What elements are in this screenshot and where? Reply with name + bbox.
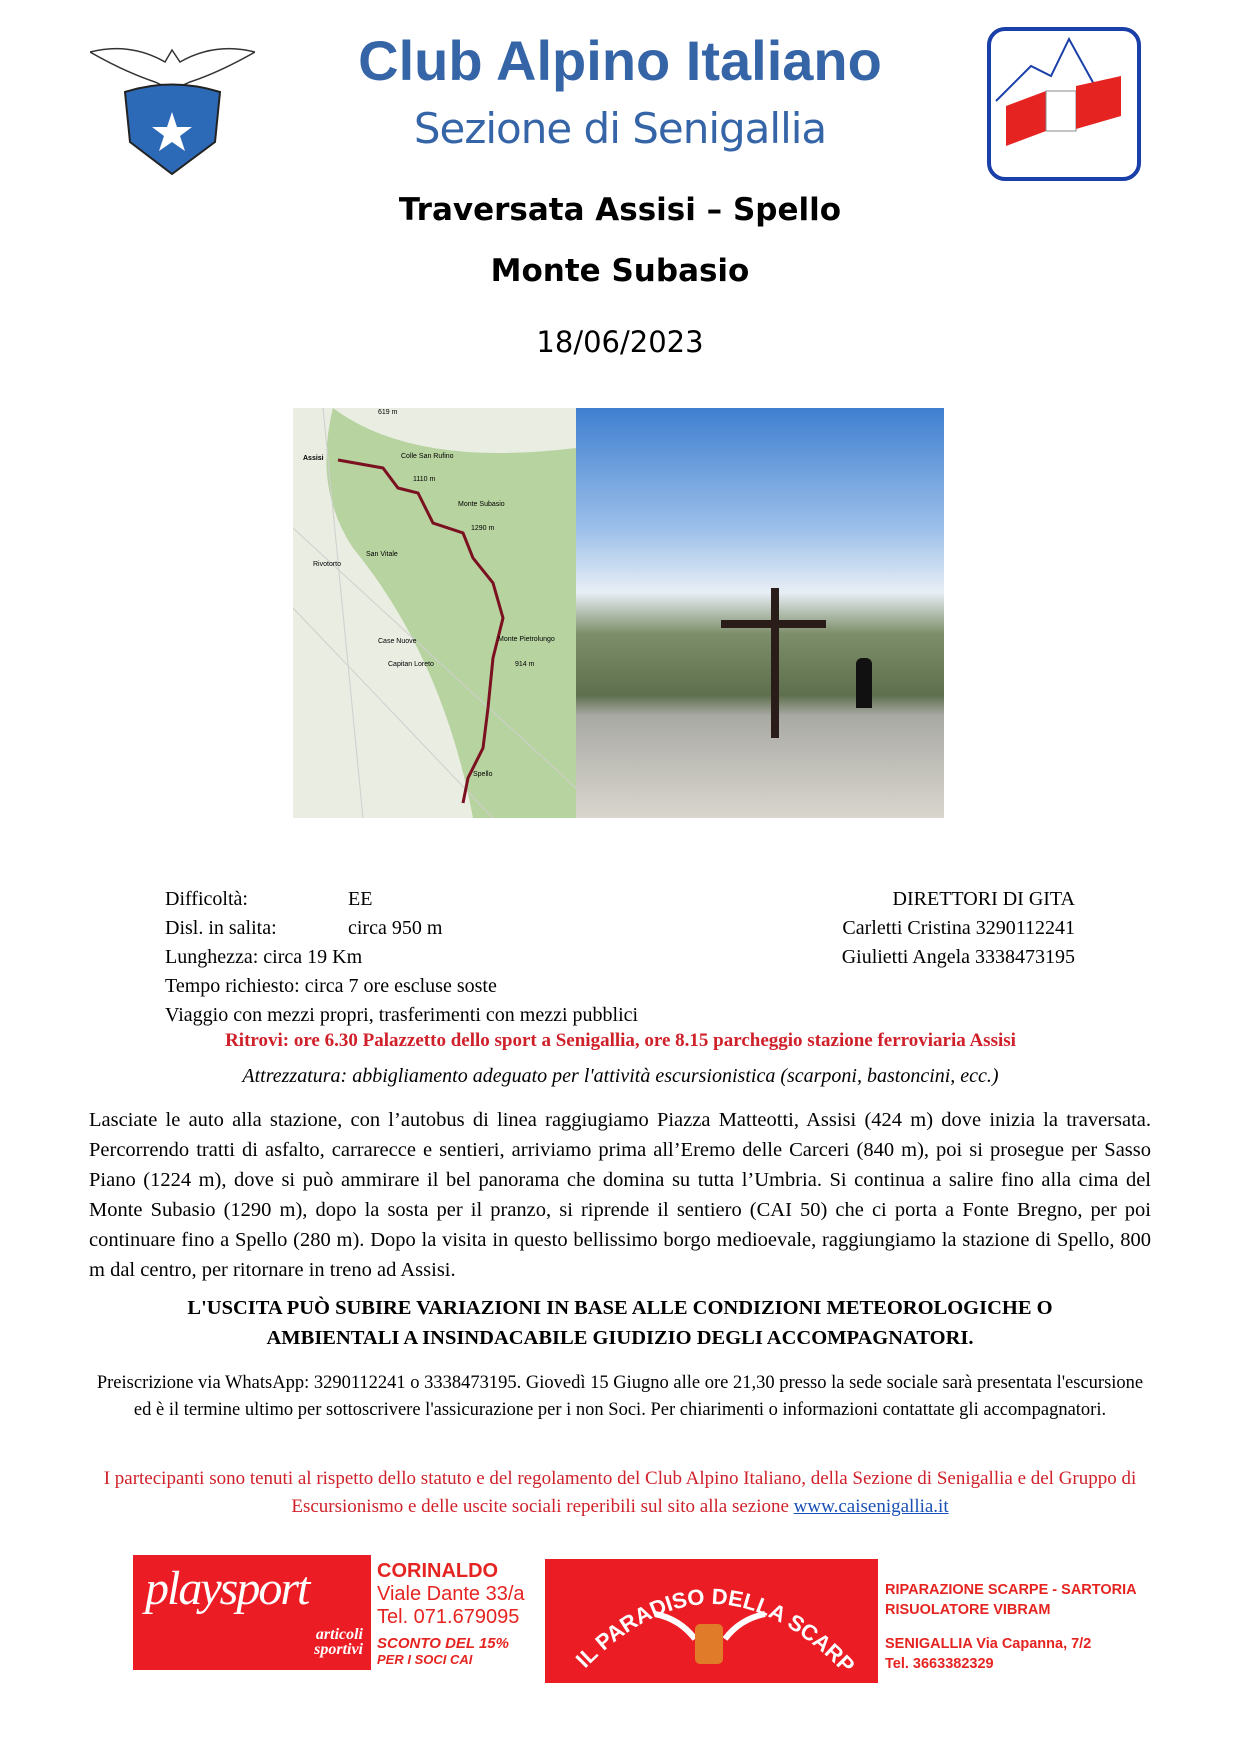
summit-cross-bar xyxy=(721,620,826,628)
playsport-brand: playsport xyxy=(145,1562,309,1615)
director: Carletti Cristina 3290112241 xyxy=(842,917,1075,939)
map-label: Assisi xyxy=(303,455,324,462)
playsport-phone: Tel. 071.679095 xyxy=(377,1606,520,1628)
playsport-logo xyxy=(133,1555,371,1670)
event-subtitle: Monte Subasio xyxy=(490,253,750,289)
map-label: 619 m xyxy=(378,409,398,416)
directors-heading: DIRETTORI DI GITA xyxy=(892,888,1075,910)
paradiso-phone: Tel. 3663382329 xyxy=(885,1656,994,1672)
boot-icon xyxy=(695,1624,723,1664)
description: Lasciate le auto alla stazione, con l’autobus di linea raggiugiamo Piazza Matteotti, Assisi (424 m) dove inizia la traversata. Percorrendo tratti di asfalto, carrarecce e sentieri, arriviamo prima all’Eremo delle Carceri (840 m), poi si prosegue per Sasso Piano (1224 m), dove si può ammirare il bel panorama che domina su tutta l’Umbria. Si continua a salire fino alla cima del Monte Subasio (1290 m), dopo la sosta per il pranzo, si riprende il sentiero (CAI 50) che ci porta a Fonte Bregno, per poi continuare fino a Spello (280 m). Dopo la visita in questo bellissimo borgo medioevale, raggiungiamo la stazione di Spello, 800 m dal centro, per ritornare in treno ad Assisi. xyxy=(89,1109,1151,1281)
paradiso-address: SENIGALLIA Via Capanna, 7/2 xyxy=(885,1636,1092,1652)
weather-warning: L'USCITA PUÒ SUBIRE VARIAZIONI IN BASE ALLE CONDIZIONI METEOROLOGICHE O AMBIENTALI A INSINDACABILE GIUDIZIO DEGLI ACCOMPAGNATORI. xyxy=(187,1297,1053,1349)
playsport-address: Viale Dante 33/a xyxy=(377,1583,525,1605)
hiker-figure xyxy=(856,658,872,708)
playsport-city: CORINALDO xyxy=(377,1560,499,1582)
cai-eagle-logo xyxy=(90,42,255,177)
detail-value: Viaggio con mezzi propri, trasferimenti con mezzi pubblici xyxy=(165,1004,639,1026)
map-label: Monte Pietrolungo xyxy=(498,636,555,643)
website-link[interactable]: www.caisenigallia.it xyxy=(793,1496,949,1517)
map-label: 914 m xyxy=(515,661,535,668)
playsport-discount-note: PER I SOCI CAI xyxy=(377,1652,473,1667)
route-map xyxy=(293,408,576,818)
map-label: Capitan Loreto xyxy=(388,661,434,668)
escursionismo-logo xyxy=(987,27,1141,181)
detail-label: Tempo richiesto: xyxy=(165,975,300,997)
playsport-tag: articoli sportivi xyxy=(314,1626,363,1658)
detail-value: circa 19 Km xyxy=(263,946,363,968)
director: Giulietti Angela 3338473195 xyxy=(841,946,1075,968)
map-label: Monte Subasio xyxy=(458,501,505,508)
equipment: Attrezzatura: abbigliamento adeguato per l'attività escursionistica (scarponi, bastoncini, ecc.) xyxy=(242,1065,999,1087)
playsport-info xyxy=(377,1560,525,1667)
detail-value: circa 7 ore escluse soste xyxy=(304,975,497,997)
map-label: Case Nuove xyxy=(378,638,417,645)
map-label: Rivotorto xyxy=(313,561,342,568)
event-title: Traversata Assisi – Spello xyxy=(398,192,842,228)
paradiso-logo xyxy=(545,1559,878,1683)
map-label: Colle San Rufino xyxy=(401,453,454,460)
paradiso-brand: IL PARADISO DELLA SCARP xyxy=(570,1583,859,1677)
pre-registration: Preiscrizione via WhatsApp: 3290112241 o 3338473195. Giovedì 15 Giugno alle ore 21,30 presso la sede sociale sarà presentata l'escursione ed è il termine ultimo per sottoscrivere l'assicurazione per i non Soci. Per chiarimenti o informazioni contattate gli accompagnatori. xyxy=(96,1373,1144,1420)
paradiso-line1: RIPARAZIONE SCARPE - SARTORIA xyxy=(885,1582,1137,1598)
summit-photo xyxy=(576,408,944,818)
rules-note xyxy=(90,1465,1150,1521)
detail-label: Difficoltà: xyxy=(165,888,248,910)
detail-label: Lunghezza: xyxy=(165,946,259,968)
paradiso-line2: RISUOLATORE VIBRAM xyxy=(885,1602,1051,1618)
detail-label: Disl. in salita: xyxy=(165,917,277,939)
event-date: 18/06/2023 xyxy=(536,325,704,359)
map-label: 1110 m xyxy=(413,476,436,483)
paradiso-info xyxy=(885,1580,1137,1674)
map-label: San Vitale xyxy=(366,551,398,558)
summit-cross xyxy=(771,588,779,738)
rules-text: I partecipanti sono tenuti al rispetto dello statuto e del regolamento del Club Alpino Italiano, della Sezione di Senigallia e del Gruppo di Escursionismo e delle uscite sociali reperibili sul sito alla sezione xyxy=(103,1468,1137,1517)
map-label: Spello xyxy=(473,771,493,778)
directors xyxy=(700,885,1075,972)
detail-value: circa 950 m xyxy=(348,917,443,939)
playsport-discount: SCONTO DEL 15% xyxy=(377,1635,509,1652)
club-title: Club Alpino Italiano xyxy=(358,29,882,92)
detail-value: EE xyxy=(348,888,373,910)
meeting-points: Ritrovi: ore 6.30 Palazzetto dello sport a Senigallia, ore 8.15 parcheggio stazione ferroviaria Assisi xyxy=(225,1030,1016,1051)
section-subtitle: Sezione di Senigallia xyxy=(413,104,827,153)
map-label: 1290 m xyxy=(471,525,495,532)
